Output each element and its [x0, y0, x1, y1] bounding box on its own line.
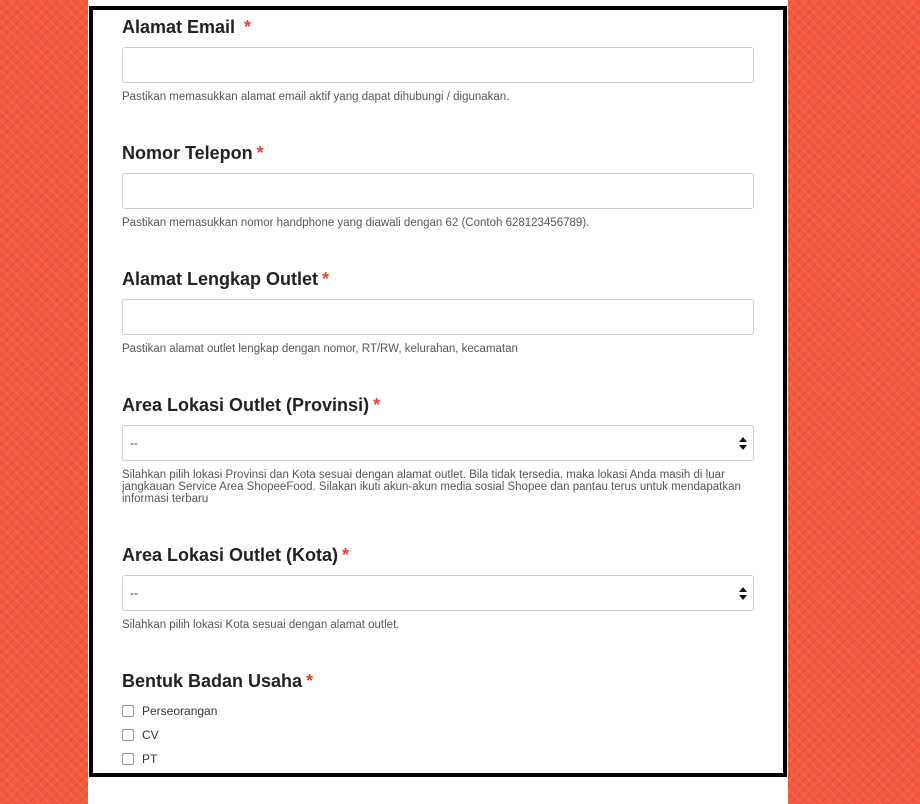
option-label: Perseorangan [142, 704, 218, 718]
email-label: Alamat Email * [122, 17, 252, 37]
checkbox[interactable] [122, 729, 134, 741]
field-outlet-address [122, 268, 754, 355]
field-business-entity [122, 670, 754, 771]
business-entity-label: Bentuk Badan Usaha * [122, 671, 314, 691]
checkbox[interactable] [122, 753, 134, 765]
province-help: Silahkan pilih lokasi Provinsi dan Kota sesuai dengan alamat outlet. Bila tidak tersedia, maka lokasi Anda masih di luar jangkauan Service Area ShopeeFood. Silakan ikuti akun-akun media sosial Shopee dan pantau terus untuk mendapatkan informasi terbaru [122, 469, 741, 505]
email-help: Pastikan memasukkan alamat email aktif yang dapat dihubungi / digunakan. [122, 91, 510, 103]
field-city [122, 544, 754, 631]
outlet-address-help: Pastikan alamat outlet lengkap dengan nomor, RT/RW, kelurahan, kecamatan [122, 343, 518, 355]
province-label: Area Lokasi Outlet (Provinsi) * [122, 395, 381, 415]
option-label: CV [142, 728, 159, 742]
option-cv[interactable] [122, 723, 754, 747]
city-help: Silahkan pilih lokasi Kota sesuai dengan alamat outlet. [122, 619, 400, 631]
required-marker: * [256, 143, 264, 163]
email-input[interactable] [122, 47, 754, 83]
province-select[interactable] [122, 425, 754, 461]
outlet-address-input[interactable] [122, 299, 754, 335]
required-marker: * [306, 671, 314, 691]
required-marker: * [244, 17, 252, 37]
select-arrows-icon [739, 587, 747, 601]
phone-label: Nomor Telepon * [122, 143, 264, 163]
option-perseorangan[interactable] [122, 699, 754, 723]
outlet-address-label: Alamat Lengkap Outlet * [122, 269, 330, 289]
required-marker: * [373, 395, 381, 415]
field-phone [122, 142, 754, 229]
province-selected-value: -- [130, 436, 138, 450]
phone-help: Pastikan memasukkan nomor handphone yang diawali dengan 62 (Contoh 628123456789). [122, 217, 590, 229]
required-marker: * [322, 269, 330, 289]
city-selected-value: -- [130, 586, 138, 600]
field-province [122, 394, 754, 505]
field-email [122, 16, 754, 103]
required-marker: * [342, 545, 350, 565]
option-pt[interactable] [122, 747, 754, 771]
city-label: Area Lokasi Outlet (Kota) * [122, 545, 350, 565]
business-entity-options [122, 699, 754, 771]
option-label: PT [142, 752, 158, 766]
checkbox[interactable] [122, 705, 134, 717]
city-select[interactable] [122, 575, 754, 611]
form-frame [89, 6, 787, 777]
phone-input[interactable] [122, 173, 754, 209]
select-arrows-icon [739, 437, 747, 451]
